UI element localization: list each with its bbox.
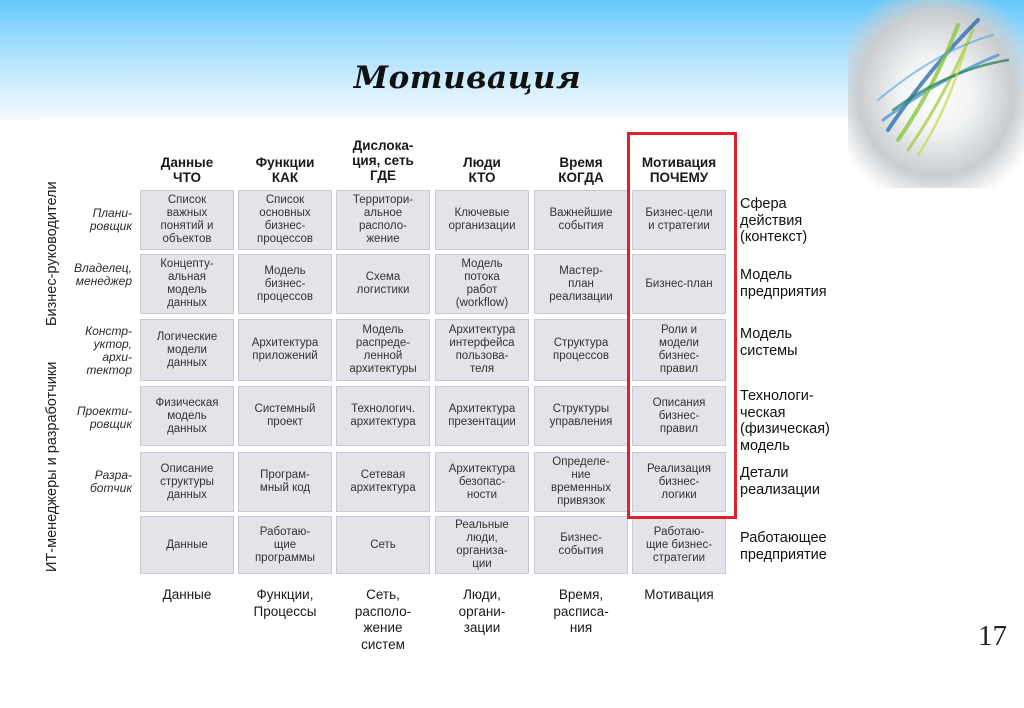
group-label-business: Бизнес-руководители (44, 181, 60, 326)
column-header: Мотивация ПОЧЕМУ (641, 155, 717, 185)
grid-cell: Програм- мный код (238, 452, 332, 512)
grid-cell: Сетевая архитектура (336, 452, 430, 512)
row-perspective-label: Сфера действия (контекст) (740, 196, 808, 245)
grid-cell: Реальные люди, организа- ции (435, 516, 529, 574)
grid-cell: Архитектура безопас- ности (435, 452, 529, 512)
row-perspective-label: Детали реализации (740, 465, 820, 498)
grid-cell: Описание структуры данных (140, 452, 234, 512)
row-perspective-label: Модель предприятия (740, 267, 827, 300)
grid-cell: Территори- альное располо- жение (336, 190, 430, 250)
column-header: Данные ЧТО (160, 155, 214, 185)
row-role-label: Констр- уктор, архи- тектор (85, 324, 132, 377)
slide-title: Мотивация (353, 60, 582, 96)
page-number: 17 (978, 620, 1007, 652)
grid-cell: Концепту- альная модель данных (140, 254, 234, 314)
grid-cell: Бизнес-план (632, 254, 726, 314)
column-footer: Время, расписа- ния (553, 587, 609, 635)
column-footer: Сеть, располо- жение систем (354, 587, 412, 652)
group-label-it: ИТ-менеджеры и разработчики (44, 361, 60, 572)
row-perspective-label: Модель системы (740, 326, 798, 359)
grid-cell: Структуры управления (534, 386, 628, 446)
grid-cell: Модель распреде- ленной архитектуры (336, 319, 430, 381)
column-footer: Мотивация (644, 587, 714, 602)
grid-cell: Сеть (336, 516, 430, 574)
row-role-label: Владелец, менеджер (74, 261, 132, 288)
row-perspective-label: Технологи- ческая (физическая) модель (740, 388, 830, 454)
grid-cell: Архитектура презентации (435, 386, 529, 446)
row-role-label: Разра- ботчик (90, 468, 132, 495)
grid-cell: Определе- ние временных привязок (534, 452, 628, 512)
grid-cell: Список важных понятий и объектов (140, 190, 234, 250)
motivation-column-highlight (627, 132, 737, 519)
grid-cell: Бизнес- события (534, 516, 628, 574)
row-role-label: Проекти- ровщик (76, 404, 132, 431)
grid-cell: Логические модели данных (140, 319, 234, 381)
column-footer: Данные (162, 587, 212, 602)
grid-cell: Модель потока работ (workflow) (435, 254, 529, 314)
grid-cell: Важнейшие события (534, 190, 628, 250)
grid-cell: Архитектура приложений (238, 319, 332, 381)
column-header: Время КОГДА (558, 155, 604, 185)
grid-cell: Физическая модель данных (140, 386, 234, 446)
column-header: Люди КТО (463, 155, 501, 185)
grid-cell: Список основных бизнес- процессов (238, 190, 332, 250)
grid-cell: Ключевые организации (435, 190, 529, 250)
grid-cell: Мастер- план реализации (534, 254, 628, 314)
grid-cell: Структура процессов (534, 319, 628, 381)
grid-cell: Работаю- щие программы (238, 516, 332, 574)
grid-cell: Модель бизнес- процессов (238, 254, 332, 314)
column-footer: Функции, Процессы (253, 587, 317, 619)
column-header: Дислока- ция, сеть ГДЕ (352, 138, 414, 183)
grid-cell: Системный проект (238, 386, 332, 446)
column-header: Функции КАК (255, 155, 315, 185)
grid-cell: Описания бизнес- правил (632, 386, 726, 446)
column-footer: Люди, органи- зации (458, 587, 506, 635)
grid-cell: Работаю- щие бизнес- стратегии (632, 516, 726, 574)
grid-cell: Данные (140, 516, 234, 574)
grid-cell: Реализация бизнес- логики (632, 452, 726, 512)
row-perspective-label: Работающее предприятие (740, 530, 827, 563)
grid-cell: Бизнес-цели и стратегии (632, 190, 726, 250)
grid-cell: Схема логистики (336, 254, 430, 314)
row-role-label: Плани- ровщик (89, 206, 132, 233)
grid-cell: Роли и модели бизнес- правил (632, 319, 726, 381)
grid-cell: Архитектура интерфейса пользова- теля (435, 319, 529, 381)
grid-cell: Технологич. архитектура (336, 386, 430, 446)
